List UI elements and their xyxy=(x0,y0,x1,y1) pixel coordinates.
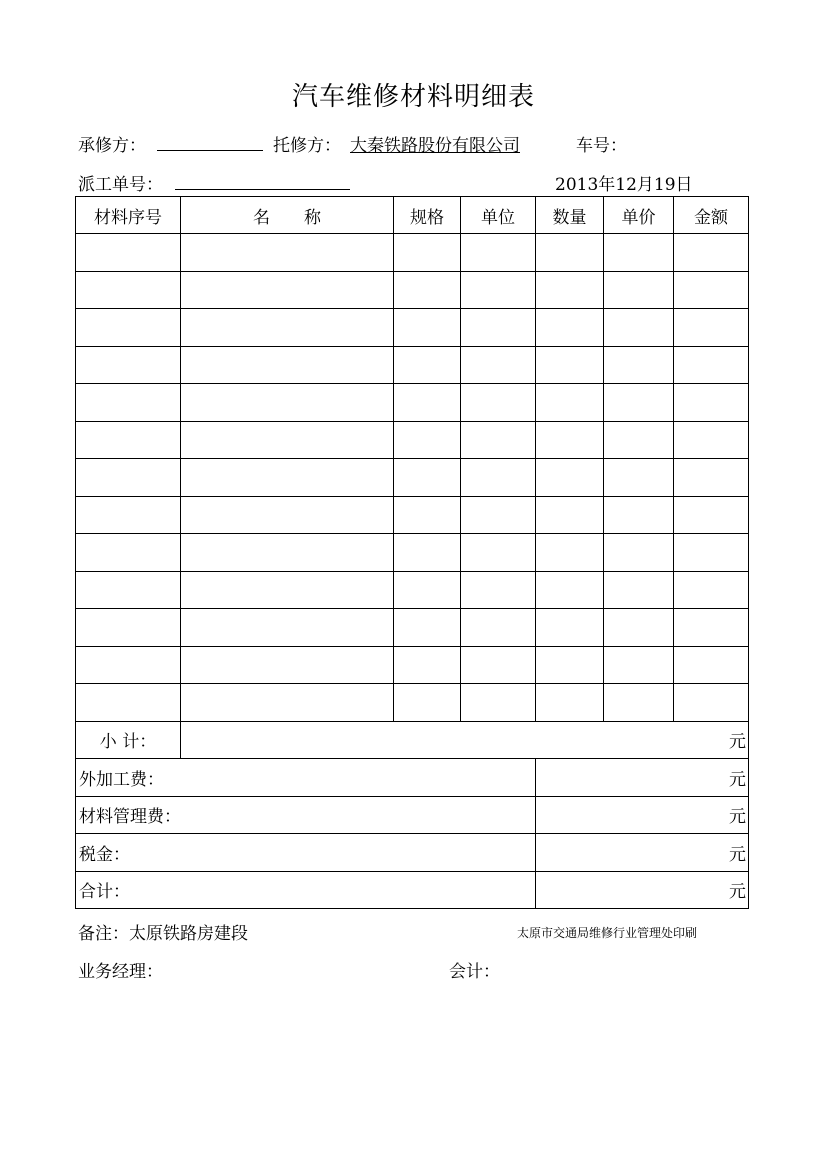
table-cell[interactable] xyxy=(461,234,536,272)
table-cell[interactable] xyxy=(181,571,394,609)
business-manager-label: 业务经理： xyxy=(78,962,163,982)
table-cell[interactable] xyxy=(76,271,181,309)
table-cell[interactable] xyxy=(394,346,461,384)
material-management-fee-value[interactable]: 元 xyxy=(536,796,749,834)
table-cell[interactable] xyxy=(461,534,536,572)
table-cell[interactable] xyxy=(76,684,181,722)
table-cell[interactable] xyxy=(394,684,461,722)
table-cell[interactable] xyxy=(461,309,536,347)
table-cell[interactable] xyxy=(181,496,394,534)
table-cell[interactable] xyxy=(674,684,749,722)
table-cell[interactable] xyxy=(536,534,604,572)
table-cell[interactable] xyxy=(674,346,749,384)
table-row xyxy=(76,646,749,684)
table-row xyxy=(76,384,749,422)
repairer-label: 承修方： xyxy=(78,136,146,156)
client-label: 托修方： xyxy=(273,136,341,156)
table-cell[interactable] xyxy=(604,384,674,422)
table-cell[interactable] xyxy=(394,234,461,272)
table-cell[interactable] xyxy=(604,534,674,572)
total-label: 合计： xyxy=(76,871,536,909)
table-cell[interactable] xyxy=(394,534,461,572)
table-cell[interactable] xyxy=(536,609,604,647)
table-row xyxy=(76,571,749,609)
table-cell[interactable] xyxy=(461,496,536,534)
table-cell[interactable] xyxy=(604,234,674,272)
table-cell[interactable] xyxy=(536,384,604,422)
table-cell[interactable] xyxy=(181,646,394,684)
table-cell[interactable] xyxy=(394,421,461,459)
page-title: 汽车维修材料明细表 xyxy=(291,82,535,112)
table-cell[interactable] xyxy=(181,271,394,309)
table-cell[interactable] xyxy=(76,346,181,384)
table-cell[interactable] xyxy=(604,609,674,647)
tax-label: 税金： xyxy=(76,834,536,872)
table-cell[interactable] xyxy=(181,534,394,572)
table-cell[interactable] xyxy=(461,271,536,309)
table-row xyxy=(76,459,749,497)
table-cell[interactable] xyxy=(394,309,461,347)
table-cell[interactable] xyxy=(461,384,536,422)
remark: 备注：太原铁路房建段 xyxy=(78,924,248,944)
table-cell[interactable] xyxy=(394,571,461,609)
subtotal-row xyxy=(76,721,749,759)
total-value[interactable]: 元 xyxy=(536,871,749,909)
table-row xyxy=(76,609,749,647)
table-row xyxy=(76,309,749,347)
client-value: 大秦铁路股份有限公司 xyxy=(350,136,520,156)
summary-row xyxy=(76,796,749,834)
table-cell[interactable] xyxy=(181,309,394,347)
table-cell[interactable] xyxy=(604,646,674,684)
table-cell[interactable] xyxy=(674,459,749,497)
table-cell[interactable] xyxy=(181,459,394,497)
table-cell[interactable] xyxy=(604,571,674,609)
table-cell[interactable] xyxy=(76,459,181,497)
table-row xyxy=(76,346,749,384)
table-cell[interactable] xyxy=(181,609,394,647)
table-cell[interactable] xyxy=(394,384,461,422)
table-cell[interactable] xyxy=(76,421,181,459)
table-cell[interactable] xyxy=(394,609,461,647)
table-cell[interactable] xyxy=(461,609,536,647)
table-cell[interactable] xyxy=(181,421,394,459)
table-cell[interactable] xyxy=(76,646,181,684)
table-row xyxy=(76,234,749,272)
repairer-field[interactable] xyxy=(157,134,263,151)
table-cell[interactable] xyxy=(536,646,604,684)
table-cell[interactable] xyxy=(674,421,749,459)
table-cell[interactable] xyxy=(181,384,394,422)
summary-row xyxy=(76,834,749,872)
table-cell[interactable] xyxy=(76,234,181,272)
table-cell[interactable] xyxy=(604,309,674,347)
dispatch-number-label: 派工单号： xyxy=(78,175,163,195)
header-spec: 规格 xyxy=(394,197,461,234)
table-cell[interactable] xyxy=(536,459,604,497)
table-cell[interactable] xyxy=(536,309,604,347)
material-management-fee-label: 材料管理费： xyxy=(76,796,536,834)
table-cell[interactable] xyxy=(536,421,604,459)
subtotal-value[interactable]: 元 xyxy=(181,721,749,759)
summary-row xyxy=(76,871,749,909)
header-unit: 单位 xyxy=(461,197,536,234)
table-cell[interactable] xyxy=(181,684,394,722)
table-cell[interactable] xyxy=(674,571,749,609)
table-cell[interactable] xyxy=(604,346,674,384)
header-unit-price: 单价 xyxy=(604,197,674,234)
table-cell[interactable] xyxy=(394,459,461,497)
date: 2013年12月19日 xyxy=(555,175,693,195)
subtotal-label: 小 计： xyxy=(76,721,181,759)
table-cell[interactable] xyxy=(674,534,749,572)
accountant-label: 会计： xyxy=(449,962,500,982)
table-cell[interactable] xyxy=(604,459,674,497)
table-cell[interactable] xyxy=(394,496,461,534)
table-cell[interactable] xyxy=(461,346,536,384)
car-number-label: 车号： xyxy=(576,136,627,156)
dispatch-number-field[interactable] xyxy=(175,173,350,190)
table-cell[interactable] xyxy=(76,496,181,534)
header-quantity: 数量 xyxy=(536,197,604,234)
table-cell[interactable] xyxy=(674,609,749,647)
table-cell[interactable] xyxy=(181,234,394,272)
table-cell[interactable] xyxy=(674,271,749,309)
table-header-row xyxy=(76,197,749,234)
table-cell[interactable] xyxy=(461,421,536,459)
table-cell[interactable] xyxy=(536,271,604,309)
tax-value[interactable]: 元 xyxy=(536,834,749,872)
table-cell[interactable] xyxy=(461,646,536,684)
table-row xyxy=(76,421,749,459)
header-name: 名 称 xyxy=(181,197,394,234)
table-cell[interactable] xyxy=(394,271,461,309)
table-row xyxy=(76,271,749,309)
table-cell[interactable] xyxy=(674,234,749,272)
table-cell[interactable] xyxy=(674,309,749,347)
table-cell[interactable] xyxy=(536,571,604,609)
table-cell[interactable] xyxy=(76,309,181,347)
table-row xyxy=(76,684,749,722)
table-cell[interactable] xyxy=(536,346,604,384)
table-cell[interactable] xyxy=(76,384,181,422)
table-cell[interactable] xyxy=(394,646,461,684)
table-cell[interactable] xyxy=(76,534,181,572)
table-cell[interactable] xyxy=(674,384,749,422)
outsourcing-fee-value[interactable]: 元 xyxy=(536,759,749,797)
table-row xyxy=(76,534,749,572)
table-cell[interactable] xyxy=(76,571,181,609)
table-cell[interactable] xyxy=(604,496,674,534)
table-row xyxy=(76,496,749,534)
outsourcing-fee-label: 外加工费： xyxy=(76,759,536,797)
table-cell[interactable] xyxy=(536,684,604,722)
table-cell[interactable] xyxy=(536,496,604,534)
header-amount: 金额 xyxy=(674,197,749,234)
table-cell[interactable] xyxy=(604,684,674,722)
table-cell[interactable] xyxy=(604,421,674,459)
table-cell[interactable] xyxy=(181,346,394,384)
table-cell[interactable] xyxy=(604,271,674,309)
table-cell[interactable] xyxy=(536,234,604,272)
table-cell[interactable] xyxy=(461,571,536,609)
summary-row xyxy=(76,759,749,797)
table-cell[interactable] xyxy=(674,496,749,534)
table-cell[interactable] xyxy=(461,684,536,722)
table-cell[interactable] xyxy=(674,646,749,684)
materials-table xyxy=(75,196,749,909)
table-cell[interactable] xyxy=(461,459,536,497)
table-cell[interactable] xyxy=(76,609,181,647)
header-item-no: 材料序号 xyxy=(76,197,181,234)
table-body xyxy=(76,234,749,722)
printer-note: 太原市交通局维修行业管理处印刷 xyxy=(517,926,698,940)
